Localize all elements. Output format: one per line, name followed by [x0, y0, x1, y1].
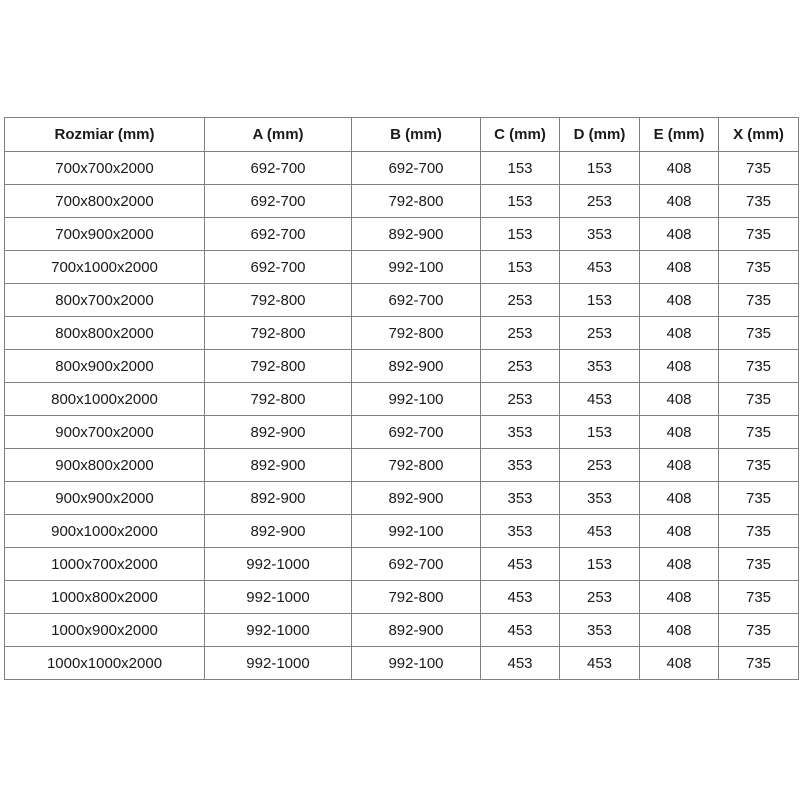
- table-cell: 892-900: [205, 449, 352, 482]
- table-cell: 792-800: [205, 284, 352, 317]
- table-cell: 153: [481, 152, 560, 185]
- table-row: [5, 449, 799, 482]
- table-cell: 408: [640, 350, 719, 383]
- table-cell: 253: [560, 449, 640, 482]
- table-cell: 692-700: [205, 152, 352, 185]
- table-cell: 453: [481, 581, 560, 614]
- table-cell: 792-800: [352, 317, 481, 350]
- table-row: [5, 548, 799, 581]
- table-row: [5, 218, 799, 251]
- size-spec-table-container: [4, 117, 798, 680]
- table-cell: 353: [481, 482, 560, 515]
- table-cell: 735: [719, 614, 799, 647]
- table-cell: 1000x700x2000: [5, 548, 205, 581]
- column-header: C (mm): [481, 118, 560, 152]
- table-cell: 792-800: [352, 581, 481, 614]
- table-cell: 453: [560, 647, 640, 680]
- column-header: D (mm): [560, 118, 640, 152]
- table-cell: 408: [640, 383, 719, 416]
- table-cell: 792-800: [205, 350, 352, 383]
- table-row: [5, 383, 799, 416]
- table-cell: 253: [481, 284, 560, 317]
- table-cell: 900x800x2000: [5, 449, 205, 482]
- table-cell: 800x900x2000: [5, 350, 205, 383]
- table-cell: 408: [640, 581, 719, 614]
- table-cell: 453: [560, 251, 640, 284]
- table-cell: 735: [719, 449, 799, 482]
- table-cell: 1000x900x2000: [5, 614, 205, 647]
- table-cell: 735: [719, 251, 799, 284]
- table-header-row: [5, 118, 799, 152]
- table-cell: 153: [560, 416, 640, 449]
- table-cell: 453: [560, 383, 640, 416]
- table-cell: 353: [481, 416, 560, 449]
- table-row: [5, 416, 799, 449]
- column-header: Rozmiar (mm): [5, 118, 205, 152]
- table-cell: 408: [640, 548, 719, 581]
- table-cell: 700x900x2000: [5, 218, 205, 251]
- table-cell: 992-100: [352, 251, 481, 284]
- table-cell: 735: [719, 152, 799, 185]
- table-cell: 792-800: [205, 383, 352, 416]
- table-row: [5, 317, 799, 350]
- table-cell: 735: [719, 185, 799, 218]
- table-cell: 992-100: [352, 647, 481, 680]
- table-cell: 353: [560, 614, 640, 647]
- table-cell: 153: [560, 152, 640, 185]
- table-cell: 792-800: [352, 185, 481, 218]
- table-cell: 892-900: [352, 482, 481, 515]
- table-cell: 735: [719, 350, 799, 383]
- table-cell: 800x1000x2000: [5, 383, 205, 416]
- table-cell: 408: [640, 251, 719, 284]
- table-cell: 408: [640, 317, 719, 350]
- table-cell: 153: [481, 251, 560, 284]
- table-cell: 992-100: [352, 383, 481, 416]
- table-cell: 692-700: [352, 416, 481, 449]
- table-cell: 692-700: [205, 185, 352, 218]
- table-cell: 700x800x2000: [5, 185, 205, 218]
- table-cell: 692-700: [352, 152, 481, 185]
- table-row: [5, 614, 799, 647]
- table-head: [5, 118, 799, 152]
- table-cell: 892-900: [205, 515, 352, 548]
- table-row: [5, 251, 799, 284]
- table-cell: 253: [481, 350, 560, 383]
- column-header: A (mm): [205, 118, 352, 152]
- table-cell: 792-800: [205, 317, 352, 350]
- table-cell: 735: [719, 581, 799, 614]
- size-spec-table: [4, 117, 799, 680]
- table-cell: 735: [719, 548, 799, 581]
- table-row: [5, 152, 799, 185]
- table-cell: 735: [719, 383, 799, 416]
- table-cell: 892-900: [352, 350, 481, 383]
- table-cell: 353: [481, 515, 560, 548]
- table-cell: 735: [719, 218, 799, 251]
- table-cell: 353: [560, 350, 640, 383]
- table-cell: 892-900: [352, 614, 481, 647]
- table-row: [5, 482, 799, 515]
- table-cell: 992-1000: [205, 614, 352, 647]
- table-row: [5, 350, 799, 383]
- table-cell: 408: [640, 614, 719, 647]
- table-cell: 735: [719, 317, 799, 350]
- table-cell: 735: [719, 515, 799, 548]
- table-cell: 692-700: [205, 218, 352, 251]
- table-cell: 353: [560, 218, 640, 251]
- table-cell: 992-1000: [205, 548, 352, 581]
- table-cell: 800x800x2000: [5, 317, 205, 350]
- table-cell: 692-700: [205, 251, 352, 284]
- table-cell: 735: [719, 647, 799, 680]
- table-cell: 253: [481, 317, 560, 350]
- table-cell: 408: [640, 416, 719, 449]
- table-cell: 892-900: [205, 482, 352, 515]
- table-row: [5, 185, 799, 218]
- table-cell: 408: [640, 218, 719, 251]
- table-cell: 692-700: [352, 548, 481, 581]
- table-cell: 992-100: [352, 515, 481, 548]
- table-cell: 353: [481, 449, 560, 482]
- table-cell: 253: [481, 383, 560, 416]
- table-cell: 408: [640, 515, 719, 548]
- table-cell: 792-800: [352, 449, 481, 482]
- table-cell: 153: [481, 185, 560, 218]
- table-cell: 1000x800x2000: [5, 581, 205, 614]
- table-cell: 700x1000x2000: [5, 251, 205, 284]
- table-cell: 900x1000x2000: [5, 515, 205, 548]
- table-cell: 408: [640, 152, 719, 185]
- table-body: [5, 152, 799, 680]
- table-cell: 453: [481, 614, 560, 647]
- table-cell: 700x700x2000: [5, 152, 205, 185]
- table-cell: 800x700x2000: [5, 284, 205, 317]
- table-cell: 153: [481, 218, 560, 251]
- table-cell: 900x900x2000: [5, 482, 205, 515]
- table-cell: 408: [640, 482, 719, 515]
- table-row: [5, 647, 799, 680]
- table-cell: 453: [481, 647, 560, 680]
- table-cell: 153: [560, 548, 640, 581]
- table-cell: 408: [640, 185, 719, 218]
- table-cell: 735: [719, 416, 799, 449]
- table-cell: 353: [560, 482, 640, 515]
- table-cell: 453: [481, 548, 560, 581]
- table-row: [5, 284, 799, 317]
- table-cell: 1000x1000x2000: [5, 647, 205, 680]
- table-cell: 735: [719, 284, 799, 317]
- table-cell: 735: [719, 482, 799, 515]
- table-cell: 408: [640, 449, 719, 482]
- table-cell: 253: [560, 317, 640, 350]
- table-cell: 992-1000: [205, 647, 352, 680]
- table-cell: 892-900: [205, 416, 352, 449]
- table-cell: 253: [560, 581, 640, 614]
- table-cell: 153: [560, 284, 640, 317]
- table-cell: 408: [640, 647, 719, 680]
- table-cell: 692-700: [352, 284, 481, 317]
- table-row: [5, 581, 799, 614]
- column-header: B (mm): [352, 118, 481, 152]
- table-cell: 892-900: [352, 218, 481, 251]
- table-cell: 253: [560, 185, 640, 218]
- table-cell: 992-1000: [205, 581, 352, 614]
- table-cell: 408: [640, 284, 719, 317]
- table-cell: 453: [560, 515, 640, 548]
- table-row: [5, 515, 799, 548]
- column-header: X (mm): [719, 118, 799, 152]
- table-cell: 900x700x2000: [5, 416, 205, 449]
- column-header: E (mm): [640, 118, 719, 152]
